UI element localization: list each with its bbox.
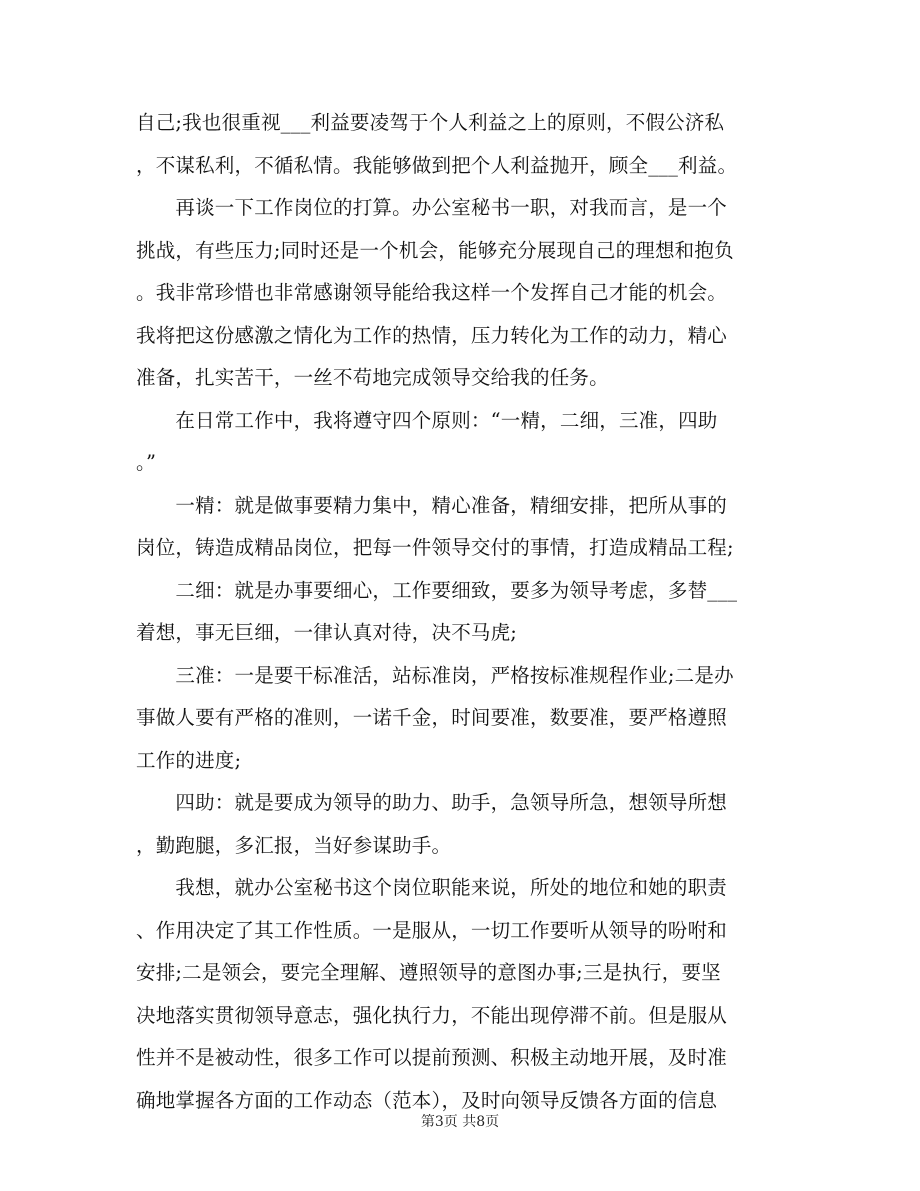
text-line: 一精：就是做事要精力集中，精心准备，精细安排，把所从事的 xyxy=(136,493,728,517)
text-line: 。” xyxy=(136,451,157,474)
text-line: ，不谋私利，不循私情。我能够做到把个人利益抛开，顾全___利益。 xyxy=(136,153,738,177)
text-line: 自己;我也很重视___利益要凌驾于个人利益之上的原则，不假公济私 xyxy=(136,111,725,134)
text-line: 。我非常珍惜也非常感谢领导能给我这样一个发挥自己才能的机会。 xyxy=(136,281,728,304)
page-number: 第3页 共8页 xyxy=(420,1114,500,1130)
text-line: 安排;二是领会，要完全理解、遵照领导的意图办事;三是执行，要坚 xyxy=(136,961,721,984)
text-line: 我将把这份感激之情化为工作的热情，压力转化为工作的动力，精心 xyxy=(136,323,728,347)
text-line: 工作的进度; xyxy=(136,748,242,772)
text-line: 着想，事无巨细，一律认真对待，决不马虎; xyxy=(136,621,518,644)
text-line: 准备，扎实苦干，一丝不苟地完成领导交给我的任务。 xyxy=(136,366,609,389)
text-line: 挑战，有些压力;同时还是一个机会，能够充分展现自己的理想和抱负 xyxy=(136,238,734,262)
text-line: ，勤跑腿，多汇报，当好参谋助手。 xyxy=(136,833,452,857)
text-line: 四助：就是要成为领导的助力、助手，急领导所急，想领导所想 xyxy=(136,791,728,814)
text-line: 岗位，铸造成精品岗位，把每一件领导交付的事情，打造成精品工程; xyxy=(136,536,734,559)
text-line: 、作用决定了其工作性质。一是服从，一切工作要听从领导的吩咐和 xyxy=(136,918,728,942)
text-line: 三准：一是要干标准活，站标准岗，严格按标准规程作业;二是办 xyxy=(136,663,734,687)
text-line: 二细：就是办事要细心，工作要细致，要多为领导考虑，多替___ xyxy=(136,578,738,602)
text-line: 我想，就办公室秘书这个岗位职能来说，所处的地位和她的职责 xyxy=(136,876,728,899)
text-line: 决地落实贯彻领导意志，强化执行力，不能出现停滞不前。但是服从 xyxy=(136,1003,728,1027)
text-line: 事做人要有严格的准则，一诺千金，时间要准，数要准，要严格遵照 xyxy=(136,706,728,729)
body-text xyxy=(136,102,776,1122)
text-line: 再谈一下工作岗位的打算。办公室秘书一职，对我而言，是一个 xyxy=(136,196,728,219)
text-line: 确地掌握各方面的工作动态（范本），及时向领导反馈各方面的信息 xyxy=(136,1088,718,1112)
text-line: 性并不是被动性，很多工作可以提前预测、积极主动地开展，及时准 xyxy=(136,1046,728,1069)
text-line: 在日常工作中，我将遵守四个原则：“一精，二细，三准，四助 xyxy=(136,408,718,432)
